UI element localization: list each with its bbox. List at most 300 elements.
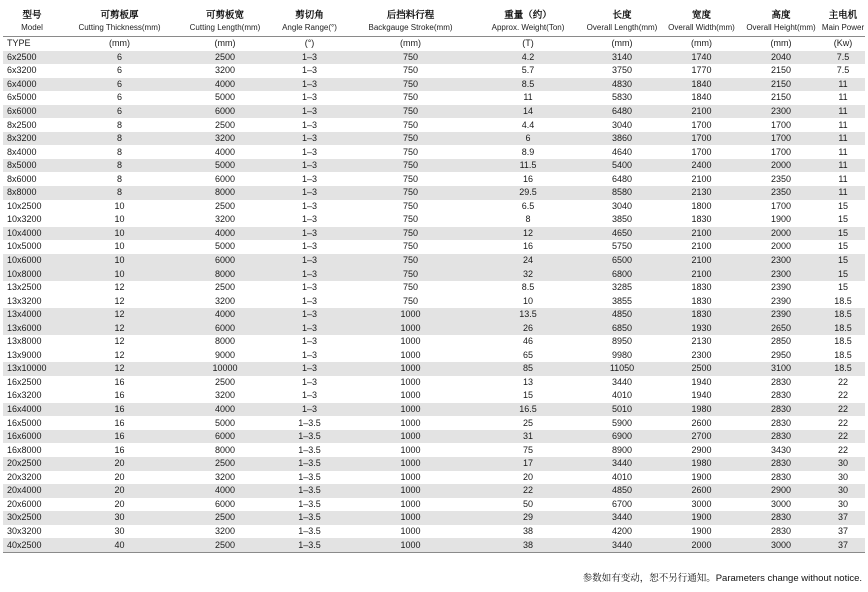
header-overall-length-cn: 长度 xyxy=(612,9,632,21)
cell-model: 8x2500 xyxy=(7,119,37,130)
cell-main-power: 30 xyxy=(837,498,848,509)
cell-length: 8000 xyxy=(178,267,272,281)
cell-overall-length: 4650 xyxy=(582,227,662,241)
cell-weight: 85 xyxy=(474,362,582,376)
cell-thickness: 12 xyxy=(114,336,125,347)
cell-weight: 13.5 xyxy=(474,308,582,322)
table-row xyxy=(3,172,865,186)
cell-stroke: 750 xyxy=(347,105,474,119)
table-row xyxy=(3,511,865,525)
header-length-cn: 可剪板宽 xyxy=(205,9,244,21)
cell-stroke: 1000 xyxy=(400,444,421,455)
cell-thickness: 6 xyxy=(61,105,178,119)
cell-weight: 8.5 xyxy=(474,78,582,92)
unit-overall-width: (mm) xyxy=(662,37,741,51)
cell-overall-height: 2300 xyxy=(741,267,821,281)
cell-model: 16x2500 xyxy=(7,376,42,387)
cell-main-power: 18.5 xyxy=(821,362,865,376)
cell-weight: 15 xyxy=(522,390,533,401)
cell-weight: 29.5 xyxy=(474,186,582,200)
cell-overall-width: 2400 xyxy=(662,159,741,173)
cell-angle: 1–3.5 xyxy=(272,430,347,444)
cell-length: 5000 xyxy=(214,417,236,428)
cell-weight: 11 xyxy=(523,92,533,103)
cell-weight: 8.9 xyxy=(521,146,535,157)
cell-thickness: 12 xyxy=(61,321,178,335)
header-thickness xyxy=(61,6,178,37)
table-row xyxy=(3,254,865,268)
table-row xyxy=(3,267,865,281)
cell-angle: 1–3 xyxy=(301,146,318,157)
header-overall-length-en: Overall Length(mm) xyxy=(586,22,658,32)
cell-model: 10x4000 xyxy=(3,227,61,241)
header-overall-width-en: Overall Width(mm) xyxy=(668,22,735,32)
cell-overall-width: 1930 xyxy=(662,321,741,335)
cell-thickness: 8 xyxy=(61,132,178,146)
cell-overall-height: 2390 xyxy=(741,308,821,322)
cell-length: 3200 xyxy=(214,390,236,401)
cell-stroke: 750 xyxy=(347,51,474,65)
cell-overall-length: 3860 xyxy=(582,132,662,146)
cell-weight: 65 xyxy=(522,349,533,360)
cell-length: 9000 xyxy=(214,349,236,360)
table-row xyxy=(3,376,865,390)
cell-angle: 1–3 xyxy=(301,241,318,252)
header-stroke-cn: 后挡料行程 xyxy=(386,9,435,21)
cell-weight: 13 xyxy=(522,376,533,387)
cell-length: 2500 xyxy=(214,282,236,293)
cell-length: 6000 xyxy=(178,321,272,335)
cell-overall-length: 3040 xyxy=(611,200,633,211)
cell-angle: 1–3 xyxy=(272,159,347,173)
cell-main-power: 30 xyxy=(821,484,865,498)
table-row xyxy=(3,105,865,119)
cell-weight: 6 xyxy=(474,132,582,146)
header-thickness-cn: 可剪板厚 xyxy=(100,9,139,21)
cell-main-power: 11 xyxy=(838,173,848,184)
cell-weight: 8 xyxy=(525,214,531,225)
cell-model: 16x6000 xyxy=(3,430,61,444)
cell-thickness: 8 xyxy=(116,119,122,130)
cell-overall-length: 3040 xyxy=(611,119,633,130)
cell-angle: 1–3 xyxy=(272,227,347,241)
cell-thickness: 10 xyxy=(61,227,178,241)
cell-weight: 46 xyxy=(522,336,533,347)
table-row xyxy=(3,321,865,335)
cell-overall-width: 1830 xyxy=(662,308,741,322)
cell-stroke: 1000 xyxy=(347,362,474,376)
cell-overall-width: 1740 xyxy=(662,51,741,65)
cell-overall-height: 1700 xyxy=(770,146,792,157)
cell-angle: 1–3 xyxy=(301,200,318,211)
header-stroke-en: Backgauge Stroke(mm) xyxy=(368,22,453,32)
cell-stroke: 750 xyxy=(402,214,419,225)
cell-thickness: 6 xyxy=(61,78,178,92)
header-model-cn: 型号 xyxy=(22,9,42,21)
cell-overall-length: 4850 xyxy=(582,484,662,498)
cell-thickness: 8 xyxy=(116,173,122,184)
cell-overall-length: 3440 xyxy=(611,376,633,387)
cell-overall-height: 2300 xyxy=(741,105,821,119)
cell-overall-width: 2100 xyxy=(662,227,741,241)
cell-thickness: 10 xyxy=(114,241,125,252)
cell-main-power: 37 xyxy=(821,538,865,552)
cell-model: 13x3200 xyxy=(7,295,42,306)
cell-main-power: 18.5 xyxy=(821,321,865,335)
cell-thickness: 6 xyxy=(61,51,178,65)
cell-main-power: 15 xyxy=(837,241,848,252)
cell-overall-height: 2830 xyxy=(741,403,821,417)
cell-main-power: 11 xyxy=(821,186,865,200)
cell-angle: 1–3 xyxy=(301,65,318,76)
cell-model: 6x6000 xyxy=(3,105,61,119)
cell-angle: 1–3 xyxy=(301,173,318,184)
cell-length: 6000 xyxy=(178,254,272,268)
footnote: 参数如有变动，恕不另行通知。Parameters change without notice. xyxy=(582,573,862,584)
cell-length: 2500 xyxy=(214,200,236,211)
cell-thickness: 6 xyxy=(116,65,122,76)
cell-model: 10x5000 xyxy=(7,241,42,252)
cell-model: 40x2500 xyxy=(3,538,61,552)
table-row xyxy=(3,78,865,92)
cell-thickness: 30 xyxy=(61,511,178,525)
cell-weight: 16 xyxy=(522,173,533,184)
cell-main-power: 7.5 xyxy=(821,51,865,65)
cell-overall-height: 1700 xyxy=(770,200,792,211)
cell-length: 3200 xyxy=(178,132,272,146)
table-row xyxy=(3,335,865,349)
cell-length: 8000 xyxy=(178,186,272,200)
header-angle-cn: 剪切角 xyxy=(295,9,324,21)
cell-overall-width: 1840 xyxy=(662,78,741,92)
cell-model: 8x4000 xyxy=(7,146,37,157)
header-main-power xyxy=(821,6,865,37)
cell-angle: 1–3 xyxy=(272,362,347,376)
cell-main-power: 15 xyxy=(837,200,848,211)
cell-thickness: 16 xyxy=(114,444,125,455)
cell-length: 8000 xyxy=(214,336,236,347)
cell-angle: 1–3.5 xyxy=(272,457,347,471)
cell-stroke: 1000 xyxy=(400,525,421,536)
cell-length: 3200 xyxy=(214,214,236,225)
cell-weight: 25 xyxy=(522,417,533,428)
table-row xyxy=(3,484,865,498)
cell-stroke: 1000 xyxy=(400,498,421,509)
cell-stroke: 750 xyxy=(402,146,419,157)
table-row xyxy=(3,145,865,159)
cell-model: 6x3200 xyxy=(7,65,37,76)
header-weight-en: Approx. Weight(Ton) xyxy=(491,22,565,32)
header-overall-length xyxy=(582,6,662,37)
cell-stroke: 750 xyxy=(402,241,419,252)
cell-overall-height: 2390 xyxy=(770,282,792,293)
header-stroke xyxy=(347,6,474,37)
cell-main-power: 22 xyxy=(837,390,848,401)
cell-overall-length: 3440 xyxy=(582,511,662,525)
cell-stroke: 750 xyxy=(347,132,474,146)
cell-thickness: 8 xyxy=(116,146,122,157)
cell-overall-length: 3285 xyxy=(611,282,633,293)
table-row xyxy=(3,498,865,512)
cell-angle: 1–3.5 xyxy=(298,417,321,428)
cell-angle: 1–3 xyxy=(272,132,347,146)
cell-angle: 1–3 xyxy=(301,336,318,347)
cell-main-power: 37 xyxy=(837,525,848,536)
cell-angle: 1–3 xyxy=(272,51,347,65)
table-row xyxy=(3,403,865,417)
cell-overall-height: 2830 xyxy=(770,417,792,428)
unit-thickness: (mm) xyxy=(61,37,178,51)
cell-overall-width: 2700 xyxy=(662,430,741,444)
cell-model: 10x2500 xyxy=(7,200,42,211)
cell-model: 13x4000 xyxy=(3,308,61,322)
table-row xyxy=(3,51,865,65)
cell-overall-width: 2100 xyxy=(691,173,712,184)
header-model xyxy=(3,6,61,37)
cell-thickness: 20 xyxy=(114,498,125,509)
header-angle-en: Angle Range(°) xyxy=(282,22,337,32)
cell-stroke: 750 xyxy=(402,295,419,306)
cell-overall-length: 6480 xyxy=(582,105,662,119)
table-row xyxy=(3,213,865,227)
cell-overall-height: 3100 xyxy=(741,362,821,376)
cell-main-power: 18.5 xyxy=(821,308,865,322)
cell-main-power: 7.5 xyxy=(836,65,850,76)
cell-stroke: 750 xyxy=(347,254,474,268)
cell-stroke: 1000 xyxy=(347,511,474,525)
cell-overall-length: 4010 xyxy=(611,471,633,482)
cell-main-power: 11 xyxy=(821,105,865,119)
cell-thickness: 8 xyxy=(61,186,178,200)
header-main-power-cn: 主电机 xyxy=(828,9,858,21)
cell-overall-height: 2830 xyxy=(770,525,792,536)
cell-overall-height: 2150 xyxy=(770,65,792,76)
cell-stroke: 1000 xyxy=(347,430,474,444)
cell-angle: 1–3 xyxy=(272,308,347,322)
cell-overall-width: 1840 xyxy=(691,92,712,103)
table-row xyxy=(3,430,865,444)
cell-model: 8x3200 xyxy=(3,132,61,146)
cell-stroke: 750 xyxy=(402,65,419,76)
cell-overall-height: 2830 xyxy=(741,457,821,471)
cell-overall-height: 2830 xyxy=(741,430,821,444)
cell-length: 2500 xyxy=(178,457,272,471)
cell-overall-width: 1980 xyxy=(662,403,741,417)
cell-angle: 1–3.5 xyxy=(298,444,321,455)
cell-weight: 4.2 xyxy=(474,51,582,65)
cell-overall-width: 1700 xyxy=(691,119,712,130)
cell-weight: 38 xyxy=(522,525,533,536)
cell-overall-width: 2100 xyxy=(662,105,741,119)
header-weight xyxy=(474,6,582,37)
cell-main-power: 11 xyxy=(821,78,865,92)
cell-main-power: 22 xyxy=(837,376,848,387)
cell-model: 16x4000 xyxy=(3,403,61,417)
cell-model: 13x2500 xyxy=(7,282,42,293)
cell-stroke: 1000 xyxy=(400,336,421,347)
table-row xyxy=(3,457,865,471)
cell-length: 10000 xyxy=(178,362,272,376)
cell-thickness: 20 xyxy=(114,471,125,482)
cell-overall-width: 1700 xyxy=(691,146,712,157)
unit-overall-length: (mm) xyxy=(582,37,662,51)
cell-main-power: 30 xyxy=(837,471,848,482)
cell-main-power: 11 xyxy=(838,146,848,157)
cell-overall-width: 1900 xyxy=(691,471,712,482)
unit-stroke: (mm) xyxy=(347,37,474,51)
cell-main-power: 11 xyxy=(821,159,865,173)
cell-overall-height: 2900 xyxy=(741,484,821,498)
table-row xyxy=(3,538,865,552)
cell-model: 6x4000 xyxy=(3,78,61,92)
unit-overall-height: (mm) xyxy=(741,37,821,51)
cell-stroke: 750 xyxy=(402,119,419,130)
cell-overall-width: 1700 xyxy=(662,132,741,146)
table-row xyxy=(3,416,865,430)
cell-model: 20x3200 xyxy=(7,471,42,482)
cell-overall-height: 2000 xyxy=(770,241,792,252)
header-overall-height-en: Overall Height(mm) xyxy=(746,22,816,32)
cell-overall-length: 6900 xyxy=(582,430,662,444)
cell-weight: 20 xyxy=(522,471,533,482)
cell-overall-height: 2000 xyxy=(741,159,821,173)
table-row xyxy=(3,349,865,363)
cell-main-power: 15 xyxy=(821,267,865,281)
cell-thickness: 40 xyxy=(61,538,178,552)
cell-weight: 22 xyxy=(474,484,582,498)
cell-model: 6x2500 xyxy=(3,51,61,65)
cell-length: 5000 xyxy=(178,159,272,173)
cell-overall-length: 8950 xyxy=(611,336,633,347)
cell-model: 13x6000 xyxy=(3,321,61,335)
header-angle xyxy=(272,6,347,37)
cell-overall-length: 4640 xyxy=(611,146,633,157)
cell-thickness: 20 xyxy=(61,457,178,471)
cell-model: 10x8000 xyxy=(3,267,61,281)
cell-length: 5000 xyxy=(214,241,236,252)
cell-overall-length: 5750 xyxy=(611,241,633,252)
cell-overall-width: 2130 xyxy=(691,336,712,347)
cell-length: 6000 xyxy=(214,498,236,509)
cell-overall-length: 8580 xyxy=(582,186,662,200)
cell-overall-height: 2650 xyxy=(741,321,821,335)
cell-thickness: 30 xyxy=(114,525,125,536)
cell-overall-width: 1800 xyxy=(691,200,712,211)
cell-overall-width: 1900 xyxy=(691,525,712,536)
cell-model: 20x6000 xyxy=(7,498,42,509)
table-row xyxy=(3,118,865,132)
cell-overall-length: 11050 xyxy=(582,362,662,376)
cell-overall-width: 2100 xyxy=(691,241,712,252)
cell-overall-length: 3140 xyxy=(582,51,662,65)
cell-length: 4000 xyxy=(178,403,272,417)
cell-main-power: 15 xyxy=(821,254,865,268)
cell-overall-length: 5830 xyxy=(611,92,633,103)
cell-overall-length: 6700 xyxy=(611,498,633,509)
cell-stroke: 1000 xyxy=(400,417,421,428)
cell-angle: 1–3 xyxy=(301,92,318,103)
cell-main-power: 11 xyxy=(838,92,848,103)
cell-stroke: 1000 xyxy=(400,376,421,387)
cell-stroke: 750 xyxy=(402,173,419,184)
cell-length: 2500 xyxy=(178,511,272,525)
table-row xyxy=(3,281,865,295)
cell-model: 13x10000 xyxy=(3,362,61,376)
cell-overall-height: 2850 xyxy=(770,336,792,347)
cell-overall-length: 6800 xyxy=(582,267,662,281)
cell-overall-height: 2830 xyxy=(770,376,792,387)
cell-model: 16x8000 xyxy=(7,444,42,455)
cell-model: 20x2500 xyxy=(3,457,61,471)
header-overall-height xyxy=(741,6,821,37)
cell-model: 16x5000 xyxy=(7,417,42,428)
cell-overall-height: 2350 xyxy=(741,186,821,200)
cell-angle: 1–3 xyxy=(301,282,318,293)
cell-main-power: 22 xyxy=(821,403,865,417)
cell-overall-height: 1700 xyxy=(770,119,792,130)
cell-weight: 10 xyxy=(522,295,533,306)
cell-stroke: 1000 xyxy=(347,403,474,417)
cell-stroke: 1000 xyxy=(347,457,474,471)
cell-length: 6000 xyxy=(214,173,236,184)
unit-model: TYPE xyxy=(3,37,61,51)
cell-weight: 5.7 xyxy=(521,65,535,76)
cell-model: 10x3200 xyxy=(7,214,42,225)
cell-thickness: 16 xyxy=(114,376,125,387)
cell-angle: 1–3 xyxy=(301,295,318,306)
cell-main-power: 18.5 xyxy=(834,295,852,306)
cell-model: 13x9000 xyxy=(7,349,42,360)
cell-stroke: 1000 xyxy=(400,471,421,482)
cell-weight: 24 xyxy=(474,254,582,268)
cell-overall-width: 1940 xyxy=(691,390,712,401)
cell-overall-height: 2040 xyxy=(741,51,821,65)
cell-thickness: 12 xyxy=(61,308,178,322)
cell-angle: 1–3.5 xyxy=(298,525,321,536)
cell-overall-height: 2950 xyxy=(770,349,792,360)
cell-main-power: 11 xyxy=(838,119,848,130)
cell-main-power: 30 xyxy=(821,457,865,471)
table-row xyxy=(3,227,865,241)
cell-stroke: 1000 xyxy=(347,308,474,322)
cell-thickness: 16 xyxy=(61,403,178,417)
cell-overall-height: 3000 xyxy=(770,498,792,509)
cell-length: 5000 xyxy=(214,92,236,103)
cell-angle: 1–3 xyxy=(301,376,318,387)
spec-table xyxy=(3,6,865,553)
cell-overall-length: 8900 xyxy=(611,444,633,455)
cell-overall-width: 2600 xyxy=(662,484,741,498)
cell-stroke: 750 xyxy=(347,159,474,173)
table-row xyxy=(3,294,865,308)
table-row xyxy=(3,240,865,254)
table-row xyxy=(3,200,865,214)
cell-weight: 17 xyxy=(474,457,582,471)
cell-main-power: 18.5 xyxy=(834,349,852,360)
cell-length: 4000 xyxy=(214,146,236,157)
cell-weight: 11.5 xyxy=(474,159,582,173)
cell-overall-width: 1770 xyxy=(691,65,712,76)
table-row xyxy=(3,443,865,457)
cell-weight: 6.5 xyxy=(521,200,535,211)
cell-stroke: 750 xyxy=(347,227,474,241)
cell-overall-width: 1940 xyxy=(691,376,712,387)
header-length xyxy=(178,6,272,37)
cell-angle: 1–3 xyxy=(272,105,347,119)
cell-thickness: 16 xyxy=(114,390,125,401)
cell-thickness: 10 xyxy=(114,200,125,211)
cell-model: 10x6000 xyxy=(3,254,61,268)
